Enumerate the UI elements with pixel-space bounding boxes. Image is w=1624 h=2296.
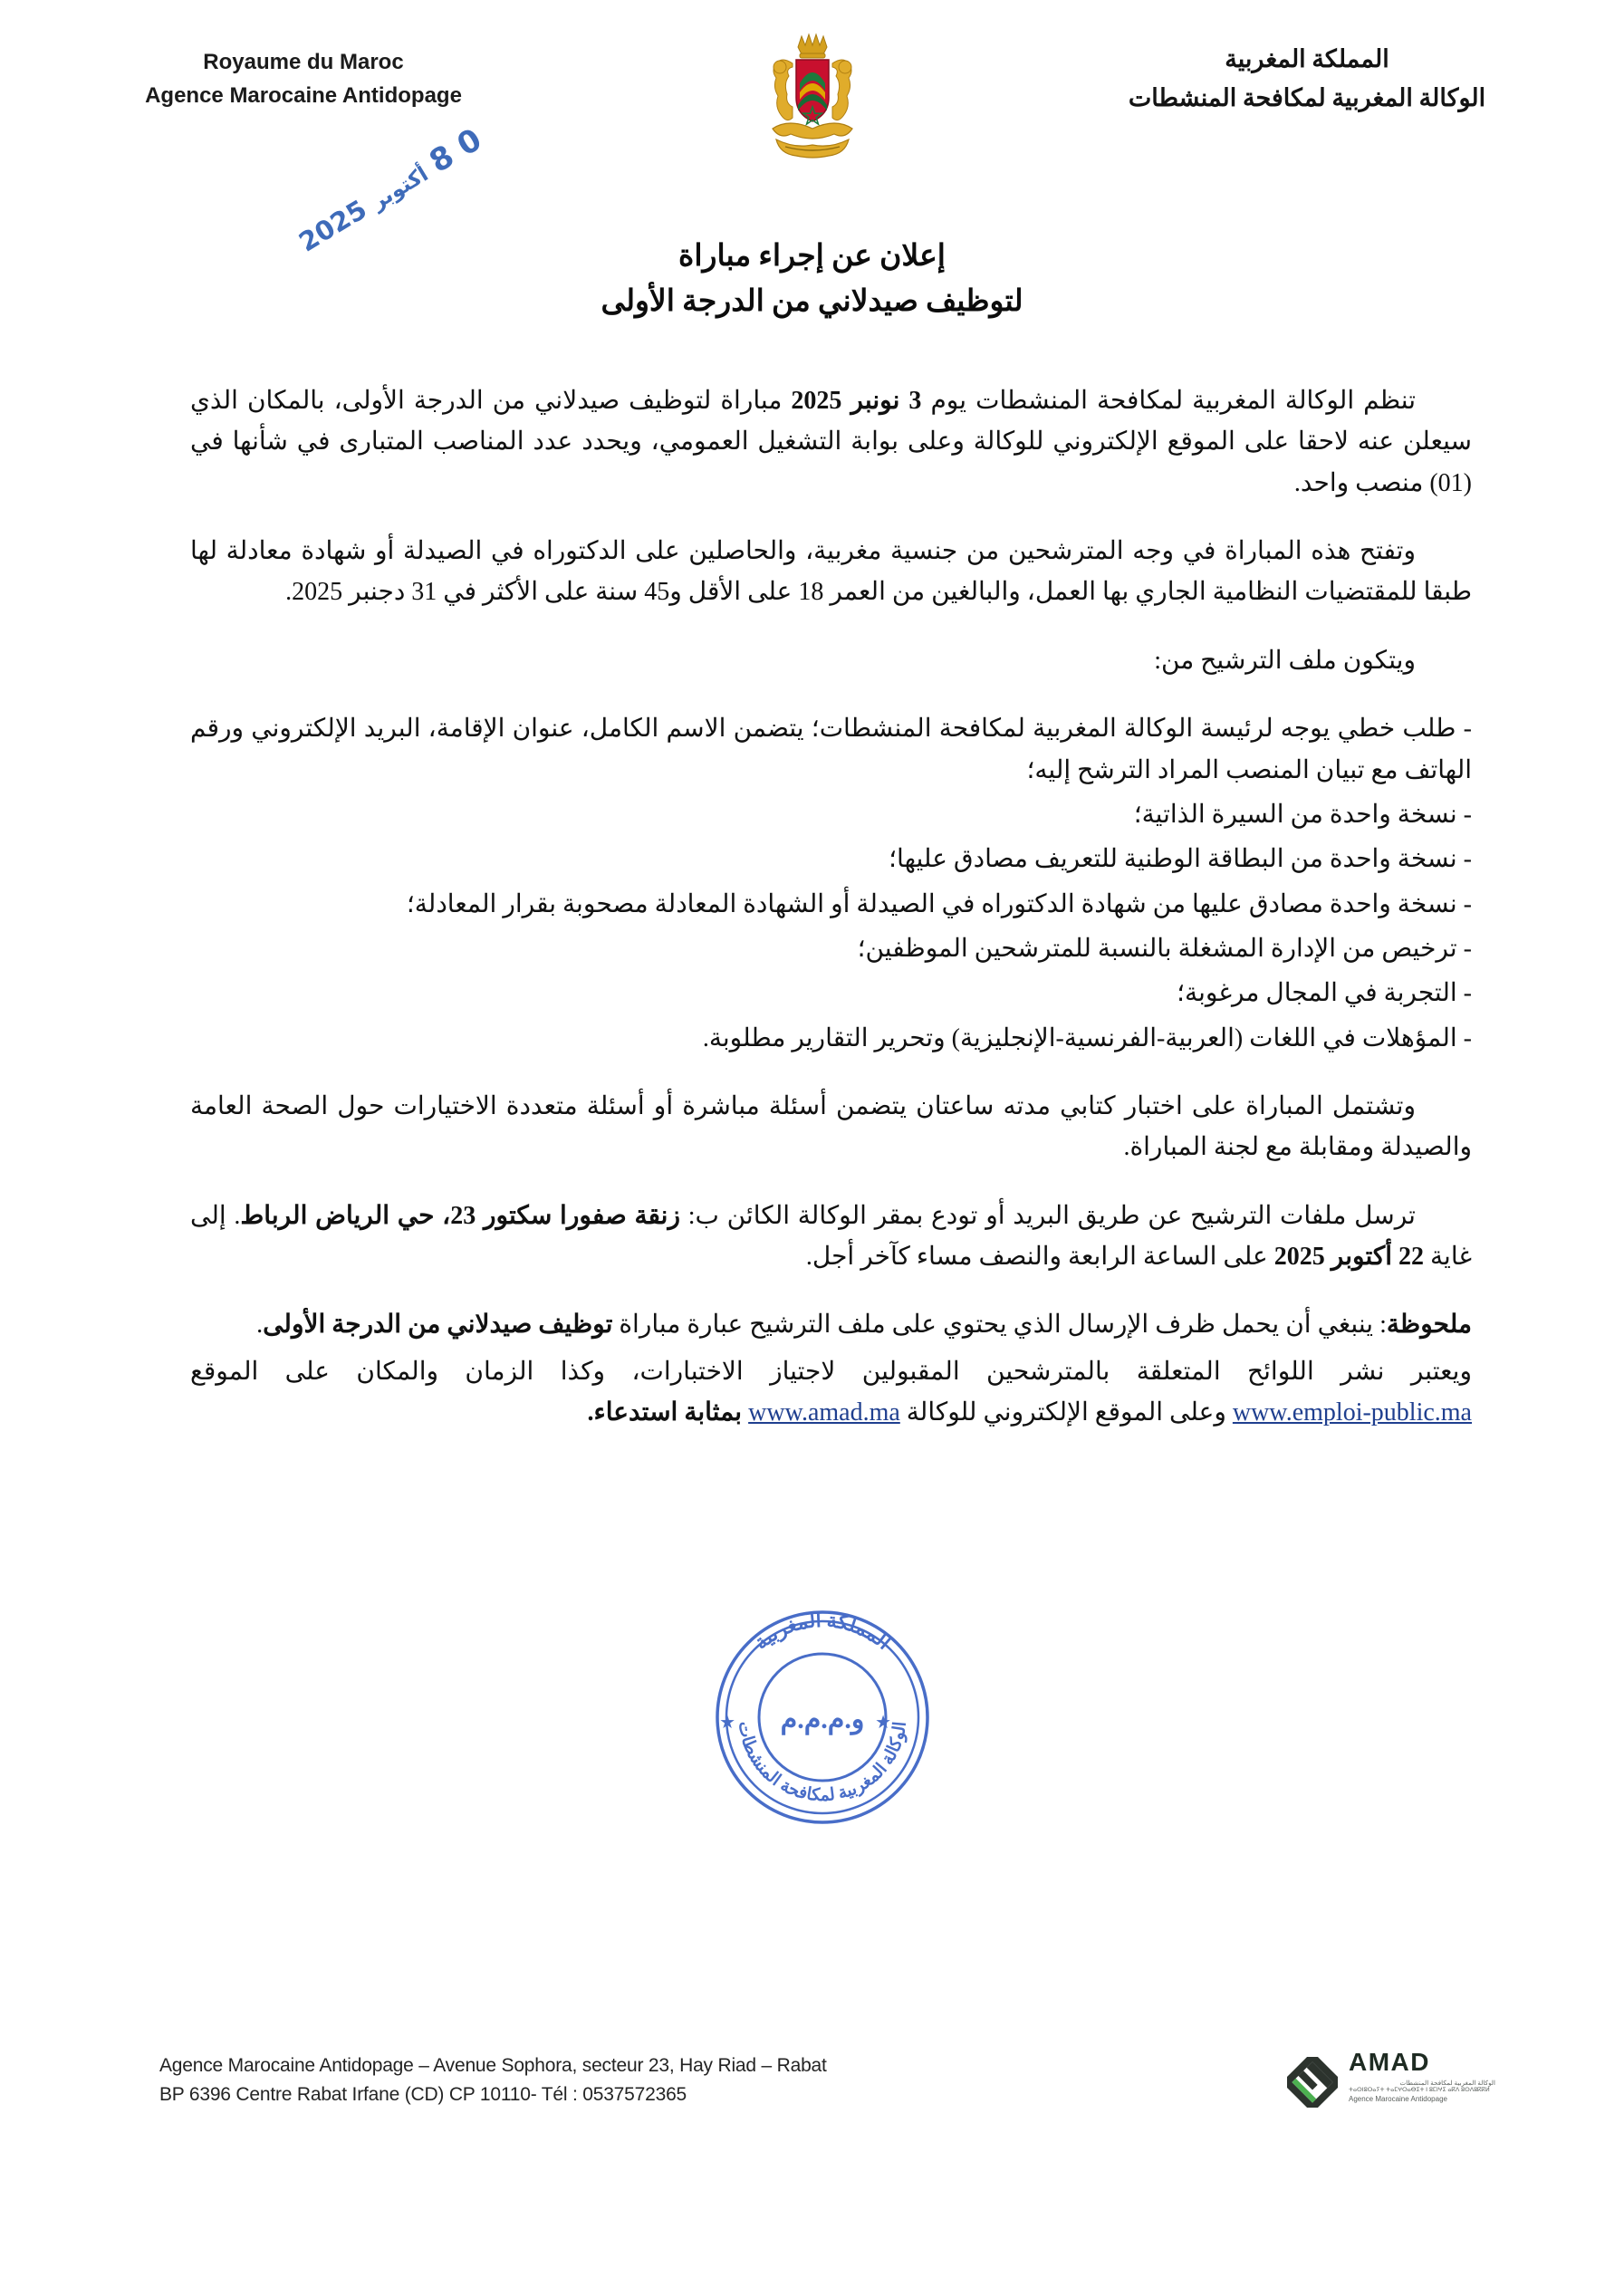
amad-subtitle-amazigh: ⵜⴰⵙⵏⵓⵔⴰⵢⵜ ⵜⴰⵎⵖⵔⴰⴱⵉⵜ ⵏ ⵓⵎⵏⵖⵉ ⴰⴽⴷ ⵓⵙⴷⵓⴽⴽⵍ xyxy=(1349,2087,1490,2093)
paragraph-note xyxy=(190,1304,1472,1345)
footer-address xyxy=(159,2051,827,2110)
p7-part-a: ويعتبر نشر اللوائح المتعلقة بالمترشحين المقبولين لاجتياز الاختبارات، وكذا الزمان والمكان على الموقع xyxy=(190,1357,1472,1386)
seal-center-text: و.م.م.م xyxy=(780,1705,865,1734)
list-item: - ترخيص من الإدارة المشغلة بالنسبة للمترشحين الموظفين؛ xyxy=(857,934,1472,963)
title-line-1: إعلان عن إجراء مباراة xyxy=(678,240,946,273)
paragraph-exam-format: وتشتمل المباراة على اختبار كتابي مدته ساعتان يتضمن أسئلة مباشرة أو أسئلة متعددة الاختيارات حول الصحة العامة والصيدلة ومقابلة مع لجنة المباراة. xyxy=(190,1092,1472,1162)
header-agency-fr: Agence Marocaine Antidopage xyxy=(145,83,462,109)
note-part-c: . xyxy=(256,1311,264,1340)
svg-text:★: ★ xyxy=(875,1713,891,1733)
header-french-block xyxy=(109,45,498,112)
paragraph-publication xyxy=(190,1351,1472,1434)
header-kingdom-fr: Royaume du Maroc xyxy=(203,50,404,74)
note-part-a: : ينبغي أن يحمل ظرف الإرسال الذي يحتوي على ملف الترشيح عبارة مباراة xyxy=(612,1311,1387,1340)
paragraph-file-lead: ويتكون ملف الترشيح من: xyxy=(1154,646,1416,675)
seal-outer-bottom-text: الوكالة المغربية لمكافحة المنشطات xyxy=(734,1720,910,1806)
submission-deadline: 22 أكتوبر 2025 xyxy=(1273,1243,1425,1272)
paragraph-eligibility: وتفتح هذه المباراة في وجه المترشحين من جنسية مغربية، والحاصلين على الدكتوراه في الصيدلة أو شهادة معادلة لها طبقا للمقتضيات النظامية الجاري بها العمل، والبالغين من العمر 18 على الأقل و45 سنة على الأكثر في 31 دجنبر 2025. xyxy=(190,537,1472,607)
footer-line-1: Agence Marocaine Antidopage – Avenue Sophora, secteur 23, Hay Riad – Rabat xyxy=(159,2054,827,2076)
document-header xyxy=(0,20,1624,156)
requirements-list xyxy=(190,708,1472,1059)
list-item: - التجربة في المجال مرغوبة؛ xyxy=(1177,979,1472,1008)
p1-part-a: تنظم الوكالة المغربية لمكافحة المنشطات يوم xyxy=(921,387,1416,415)
amad-logo-text xyxy=(1349,2050,1495,2104)
amad-subtitle-french: Agence Marocaine Antidopage xyxy=(1349,2095,1447,2103)
p1-part-c: مباراة لتوظيف صيدلاني من الدرجة الأولى، بالمكان الذي سيعلن عنه لاحقا على الموقع الإلكتروني للوكالة وعلى بوابة التشغيل العمومي، ويحدد عدد المناصب المتبارى في شأنها في (01) منصب واحد. xyxy=(190,387,1472,497)
header-arabic-block xyxy=(1108,40,1506,118)
link-amad[interactable]: www.amad.ma xyxy=(748,1398,900,1427)
seal-outer-top-text: المملكة المغربية xyxy=(749,1609,896,1654)
amad-wordmark: AMAD xyxy=(1349,2048,1430,2076)
link-emploi-public[interactable]: www.emploi-public.ma xyxy=(1232,1398,1472,1427)
amad-subtitle-arabic: الوكالة المغربية لمكافحة المنشطات xyxy=(1399,2079,1495,2087)
p5-part-a: ترسل ملفات الترشيح عن طريق البريد أو تودع بمقر الوكالة الكائن ب: xyxy=(680,1201,1416,1230)
list-item: - طلب خطي يوجه لرئيسة الوكالة المغربية لمكافحة المنشطات؛ يتضمن الاسم الكامل، عنوان الإقامة، البريد الإلكتروني ورقم الهاتف مع تبيان المنصب المراد الترشح إليه؛ xyxy=(190,715,1472,784)
p5-part-e: على الساعة الرابعة والنصف مساء كآخر أجل. xyxy=(805,1243,1274,1272)
header-agency-ar: الوكالة المغربية لمكافحة المنشطات xyxy=(1128,84,1486,112)
footer-line-2: BP 6396 Centre Rabat Irfane (CD) CP 10110- Tél : 0537572365 xyxy=(159,2084,687,2106)
list-item: - المؤهلات في اللغات (العربية-الفرنسية-الإنجليزية) وتحرير التقارير مطلوبة. xyxy=(702,1023,1472,1052)
stamp-day: 0 8 xyxy=(423,121,488,180)
svg-text:★: ★ xyxy=(719,1713,735,1733)
amad-logo xyxy=(1287,2046,1495,2117)
list-item: - نسخة واحدة مصادق عليها من شهادة الدكتوراه في الصيدلة أو الشهادة المعادلة مصحوبة بقرار المعادلة؛ xyxy=(406,889,1472,918)
title-line-2: لتوظيف صيدلاني من الدرجة الأولى xyxy=(601,285,1023,319)
header-kingdom-ar: المملكة المغربية xyxy=(1225,45,1389,72)
paragraph-submission xyxy=(190,1196,1472,1278)
list-item: - نسخة واحدة من البطاقة الوطنية للتعريف مصادق عليها؛ xyxy=(889,845,1472,874)
p7-part-c: بمثابة استدعاء. xyxy=(587,1398,749,1427)
stamp-year: 2025 xyxy=(293,193,372,258)
p1-exam-date: 3 نونبر 2025 xyxy=(791,387,922,415)
amad-mark-icon xyxy=(1287,2057,1338,2108)
document-body xyxy=(190,380,1472,1461)
moroccan-coat-of-arms-emblem xyxy=(758,27,867,172)
note-label: ملحوظة xyxy=(1386,1311,1472,1340)
note-envelope-text: توظيف صيدلاني من الدرجة الأولى xyxy=(263,1311,613,1340)
official-round-stamp xyxy=(699,1594,946,1840)
p7-part-b: وعلى الموقع الإلكتروني للوكالة xyxy=(899,1398,1233,1427)
paragraph-announcement xyxy=(190,380,1472,504)
page-title xyxy=(0,234,1624,324)
submission-address: زنقة صفورا سكتور 23، حي الرياض الرباط xyxy=(240,1201,680,1230)
p5-part-c: . إلى غاية xyxy=(190,1201,1472,1272)
svg-text:المملكة المغربية xyxy=(750,1609,896,1654)
list-item: - نسخة واحدة من السيرة الذاتية؛ xyxy=(1133,800,1472,829)
stamp-month: أكتوبر xyxy=(367,162,433,215)
